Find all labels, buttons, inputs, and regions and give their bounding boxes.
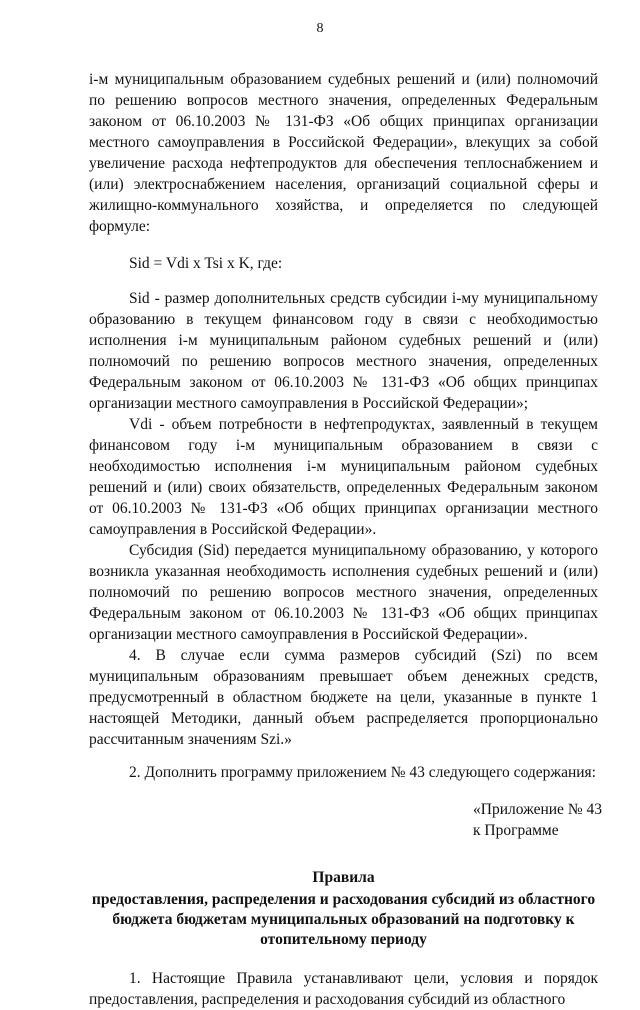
paragraph-continuation: i-м муниципальным образованием судебных решений и (или) полномочий по решению вопросов местного значения, определенных Федеральным законом от 06.10.2003 № 131-ФЗ «Об общих принципах организации местного самоуправления в Российской Федерации», влекущих за собой увеличение расхода нефтепродуктов для обеспечения теплоснабжением и (или) электроснабжением населения, организаций социальной сферы и жилищно-коммунального хозяйства, и определяется по следующей формуле:	[89, 71, 598, 235]
formula: Sid = Vdi x Tsi x K, где:	[129, 255, 283, 272]
rules-heading: Правила	[312, 869, 375, 886]
paragraph-subsidy-transfer: Субсидия (Sid) передается муниципальному образованию, у которого возникла указанная необходимость исполнения судебных решений и (или) полномочий по решению вопросов местного значения, определенных Федеральным законом от 06.10.2003 № 131-ФЗ «Об общих принципах организации местного самоуправления в Российской Федерации».	[89, 542, 598, 643]
paragraph-amendment: 2. Дополнить программу приложением № 43 следующего содержания:	[129, 764, 596, 781]
rules-title	[89, 867, 598, 950]
appendix-line-1: «Приложение № 43	[473, 801, 602, 818]
appendix-reference	[473, 799, 603, 841]
rules-subtitle: предоставления, распределения и расходования субсидий из областного бюджета бюджетам муниципальных образований на подготовку к отопительному периоду	[91, 891, 596, 948]
page-number: 8	[316, 21, 324, 36]
paragraph-item-4: 4. В случае если сумма размеров субсидий (Szi) по всем муниципальным образованиям превышает объем денежных средств, предусмотренный в областном бюджете на цели, указанные в пункте 1 настоящей Методики, данный объем распределяется пропорционально рассчитанным значениям Szi.»	[89, 647, 598, 748]
definition-vdi: Vdi - объем потребности в нефтепродуктах, заявленный в текущем финансовом году i-м муниципальным образованием в связи с необходимостью исполнения i-м муниципальным районом судебных решений и (или) своих обязательств, определенных Федеральным законом от 06.10.2003 № 131-ФЗ «Об общих принципах организации местного самоуправления в Российской Федерации».	[89, 416, 598, 538]
definition-sid: Sid - размер дополнительных средств субсидии i-му муниципальному образованию в текущем финансовом году в связи с необходимостью исполнения i-м муниципальным районом судебных решений и (или) полномочий по решению вопросов местного значения, определенных Федеральным законом от 06.10.2003 № 131-ФЗ «Об общих принципах организации местного самоуправления в Российской Федерации»;	[89, 290, 598, 412]
appendix-line-2: к Программе	[473, 822, 559, 839]
document-body	[89, 69, 602, 1010]
rules-paragraph-1: 1. Настоящие Правила устанавливают цели, условия и порядок предоставления, распределения и расходования субсидий из областного	[89, 970, 598, 1008]
